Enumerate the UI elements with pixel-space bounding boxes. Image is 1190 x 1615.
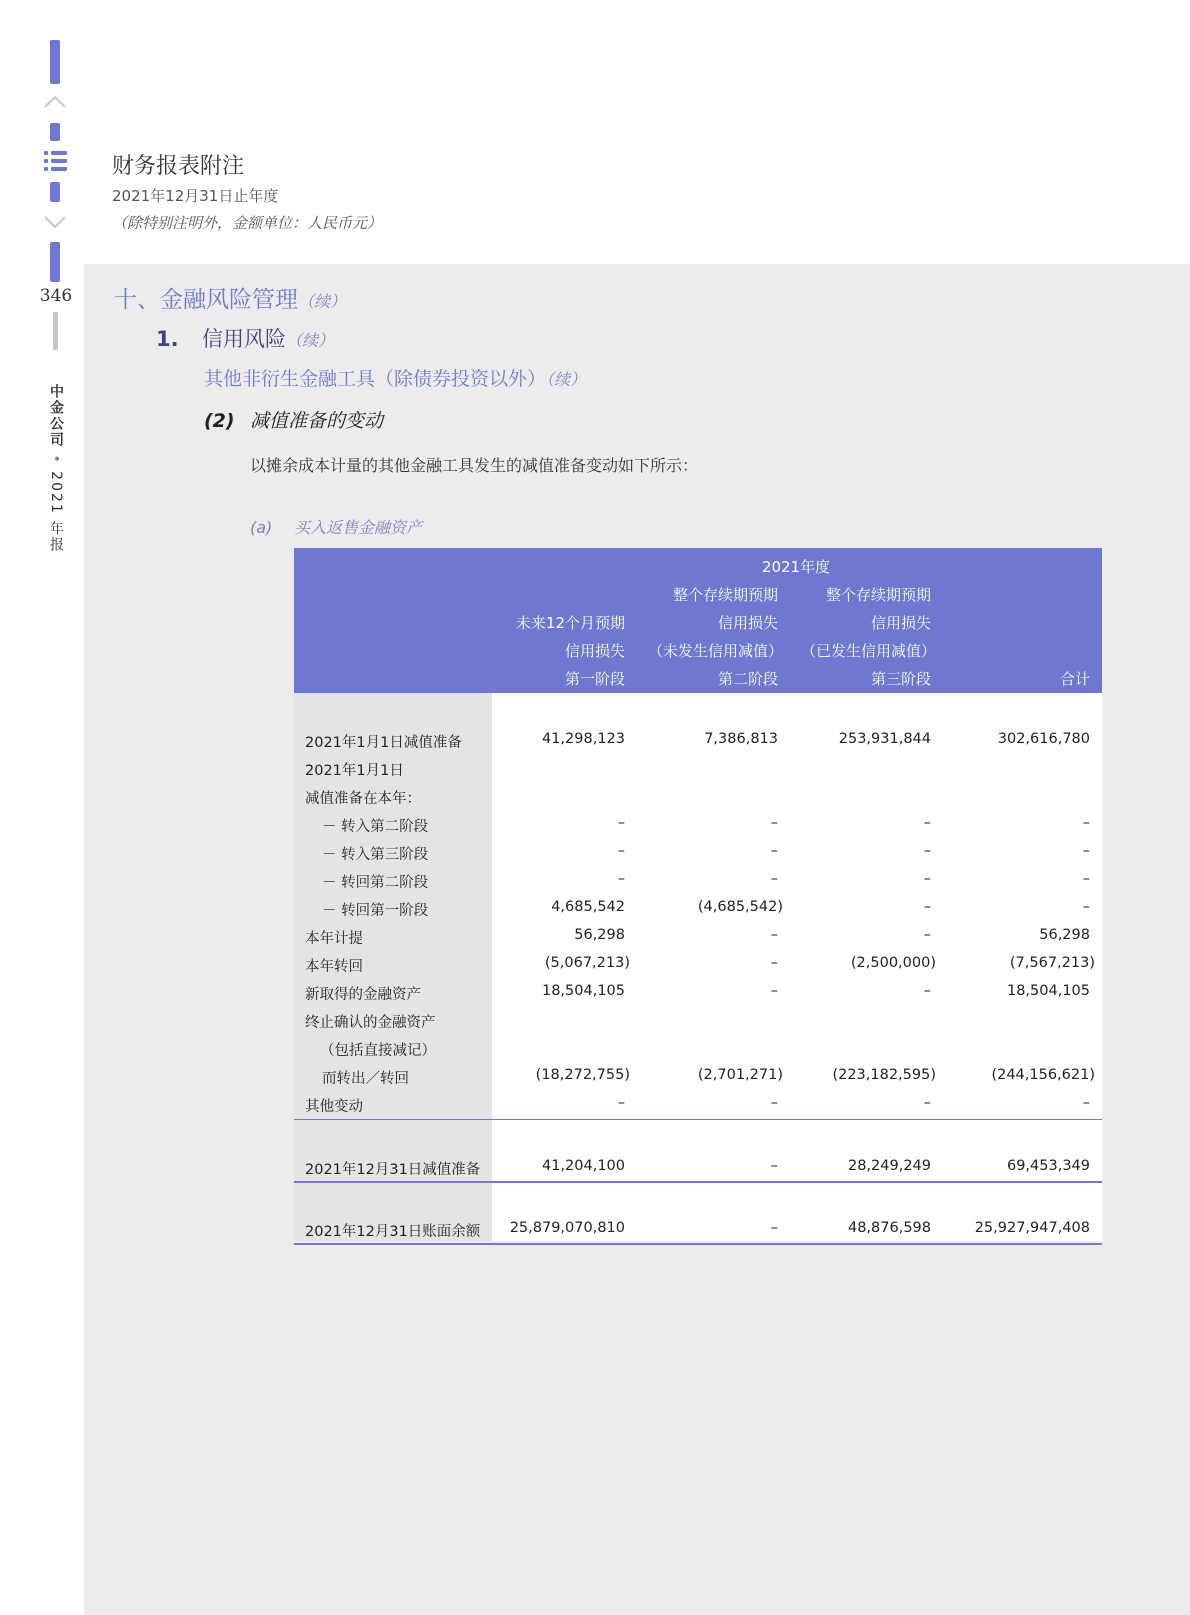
row-label: 2021年12月31日减值准备 [305, 1162, 481, 1178]
row-label: － 转回第一阶段 [322, 903, 429, 919]
cell-stage1: (18,272,755) [535, 1067, 630, 1083]
row-label: 2021年1月1日 [305, 763, 404, 779]
page-title: 财务报表附注 [112, 154, 245, 179]
cell-stage3: (223,182,595) [832, 1067, 936, 1083]
cell-stage3: 28,249,249 [847, 1158, 931, 1174]
col3-header-line3: （已发生信用减值） [800, 642, 936, 660]
cell-stage1: 4,685,542 [551, 899, 625, 915]
cell-stage1: 41,298,123 [541, 731, 625, 747]
cell-stage1: – [617, 871, 625, 887]
cell-total: – [1082, 1095, 1090, 1111]
cell-stage3: – [923, 983, 931, 999]
table-caption-text: 买入返售金融资产 [294, 518, 423, 537]
sidebar-report-label [47, 384, 65, 553]
cell-stage2: 7,386,813 [704, 731, 778, 747]
col3-header-line1: 整个存续期预期 [825, 586, 931, 604]
impairment-table [294, 548, 1102, 1248]
item-number: (2) [204, 410, 235, 432]
cell-stage3: (2,500,000) [850, 955, 936, 971]
period-text: 2021年12月31日止年度 [112, 187, 279, 205]
cell-stage2: – [770, 1220, 778, 1236]
col3-header-line4: 第三阶段 [870, 670, 931, 688]
report-year: 2021 年报 [48, 471, 64, 554]
menu-list-icon[interactable] [44, 151, 68, 173]
nav-bar-bottom [50, 242, 60, 282]
cell-stage2: – [770, 1095, 778, 1111]
cell-stage3: – [923, 843, 931, 859]
row-label: 终止确认的金融资产 [305, 1015, 436, 1031]
table-row [294, 1007, 1102, 1033]
cell-stage2: (2,701,271) [697, 1067, 783, 1083]
sidebar-separator: • [48, 454, 64, 465]
cell-stage1: 25,879,070,810 [509, 1220, 625, 1236]
nav-bar-upper [50, 123, 60, 141]
nav-bar-top [50, 40, 60, 84]
table-row [294, 895, 1102, 921]
company-name: 中金公司 [48, 384, 64, 448]
section-title-text: 十、金融风险管理 [114, 287, 298, 313]
cell-stage2: – [770, 1158, 778, 1174]
closing-balance-row [294, 1154, 1102, 1180]
cell-stage1: – [617, 843, 625, 859]
row-label: － 转入第二阶段 [322, 819, 429, 835]
table-row [294, 811, 1102, 837]
cell-total: – [1082, 871, 1090, 887]
carrying-amount-row [294, 1216, 1102, 1242]
subsection-number: 1. [156, 327, 179, 351]
cell-stage2: – [770, 815, 778, 831]
cell-total: (244,156,621) [991, 1067, 1095, 1083]
table-row [294, 1091, 1102, 1117]
sidebar-divider [53, 312, 58, 350]
table-label: (a) [250, 518, 273, 537]
table-bottom-rule [294, 1243, 1102, 1245]
cell-total: – [1082, 899, 1090, 915]
row-label: 新取得的金融资产 [305, 987, 421, 1003]
cell-stage1: – [617, 815, 625, 831]
cell-stage3: – [923, 871, 931, 887]
cell-stage3: 48,876,598 [847, 1220, 931, 1236]
item-title: 减值准备的变动 [250, 410, 384, 432]
table-divider [294, 1181, 1102, 1183]
nav-bar-lower [50, 182, 60, 202]
row-label: － 转回第二阶段 [322, 875, 429, 891]
row-label: 本年计提 [305, 931, 363, 947]
col3-header-line2: 信用损失 [870, 614, 931, 632]
row-label: 2021年1月1日减值准备 [305, 735, 462, 751]
table-row [294, 867, 1102, 893]
row-label: 其他变动 [305, 1099, 363, 1115]
cell-stage3: – [923, 927, 931, 943]
subsection-title-text: 信用风险 [202, 327, 286, 351]
table-row [294, 783, 1102, 809]
cell-stage1: 18,504,105 [541, 983, 625, 999]
table-row [294, 923, 1102, 949]
cell-total: 69,453,349 [1006, 1158, 1090, 1174]
cell-stage2: – [770, 927, 778, 943]
subsection-title [156, 323, 334, 353]
table-row [294, 839, 1102, 865]
row-label: 减值准备在本年： [305, 791, 421, 807]
cell-stage2: – [770, 871, 778, 887]
col1-header-line3: 第一阶段 [564, 670, 625, 688]
cell-total: 18,504,105 [1006, 983, 1090, 999]
unit-note: （除特别注明外，金额单位：人民币元） [112, 214, 383, 232]
row-label: （包括直接减记） [320, 1043, 436, 1059]
cell-stage2: – [770, 843, 778, 859]
cell-stage3: – [923, 899, 931, 915]
col2-header-line2: 信用损失 [717, 614, 778, 632]
table-row [294, 727, 1102, 753]
cell-total: – [1082, 815, 1090, 831]
col2-header-line3: （未发生信用减值） [647, 642, 783, 660]
cell-stage3: 253,931,844 [838, 731, 931, 747]
subsubsection-continued: （续） [546, 370, 587, 389]
cell-stage1: 56,298 [574, 927, 625, 943]
subsection-continued: （续） [286, 331, 335, 350]
section-title [114, 281, 346, 314]
row-label: 2021年12月31日账面余额 [305, 1224, 481, 1240]
table-row [294, 1035, 1102, 1061]
row-label: 而转出／转回 [322, 1071, 409, 1087]
col2-header-line4: 第二阶段 [717, 670, 778, 688]
chevron-up-icon[interactable] [44, 94, 66, 108]
item-heading [204, 406, 383, 433]
table-row [294, 1063, 1102, 1089]
table-row [294, 951, 1102, 977]
cell-total: 25,927,947,408 [974, 1220, 1090, 1236]
cell-total: – [1082, 843, 1090, 859]
row-label: － 转入第三阶段 [322, 847, 429, 863]
col1-header-line2: 信用损失 [564, 642, 625, 660]
table-divider [294, 1119, 1102, 1120]
cell-total: 56,298 [1039, 927, 1090, 943]
table-caption [250, 515, 422, 538]
cell-stage3: – [923, 1095, 931, 1111]
cell-total: (7,567,213) [1009, 955, 1095, 971]
cell-stage2: (4,685,542) [697, 899, 783, 915]
cell-stage2: – [770, 955, 778, 971]
row-label: 本年转回 [305, 959, 363, 975]
cell-stage1: – [617, 1095, 625, 1111]
year-header: 2021年度 [761, 558, 831, 576]
cell-stage2: – [770, 983, 778, 999]
col2-header-line1: 整个存续期预期 [672, 586, 778, 604]
cell-total: 302,616,780 [997, 731, 1090, 747]
chevron-down-icon[interactable] [44, 216, 66, 230]
col4-header: 合计 [1059, 670, 1090, 688]
subsubsection-title-text: 其他非衍生金融工具（除债券投资以外） [204, 368, 547, 390]
section-continued: （续） [298, 292, 347, 311]
table-row [294, 755, 1102, 781]
col1-header-line1: 未来12个月预期 [515, 614, 625, 632]
page-number: 346 [39, 286, 73, 306]
intro-paragraph: 以摊余成本计量的其他金融工具发生的减值准备变动如下所示： [250, 456, 699, 475]
table-row [294, 979, 1102, 1005]
cell-stage1: (5,067,213) [544, 955, 630, 971]
cell-stage3: – [923, 815, 931, 831]
subsubsection-title [204, 364, 586, 391]
cell-stage1: 41,204,100 [541, 1158, 625, 1174]
